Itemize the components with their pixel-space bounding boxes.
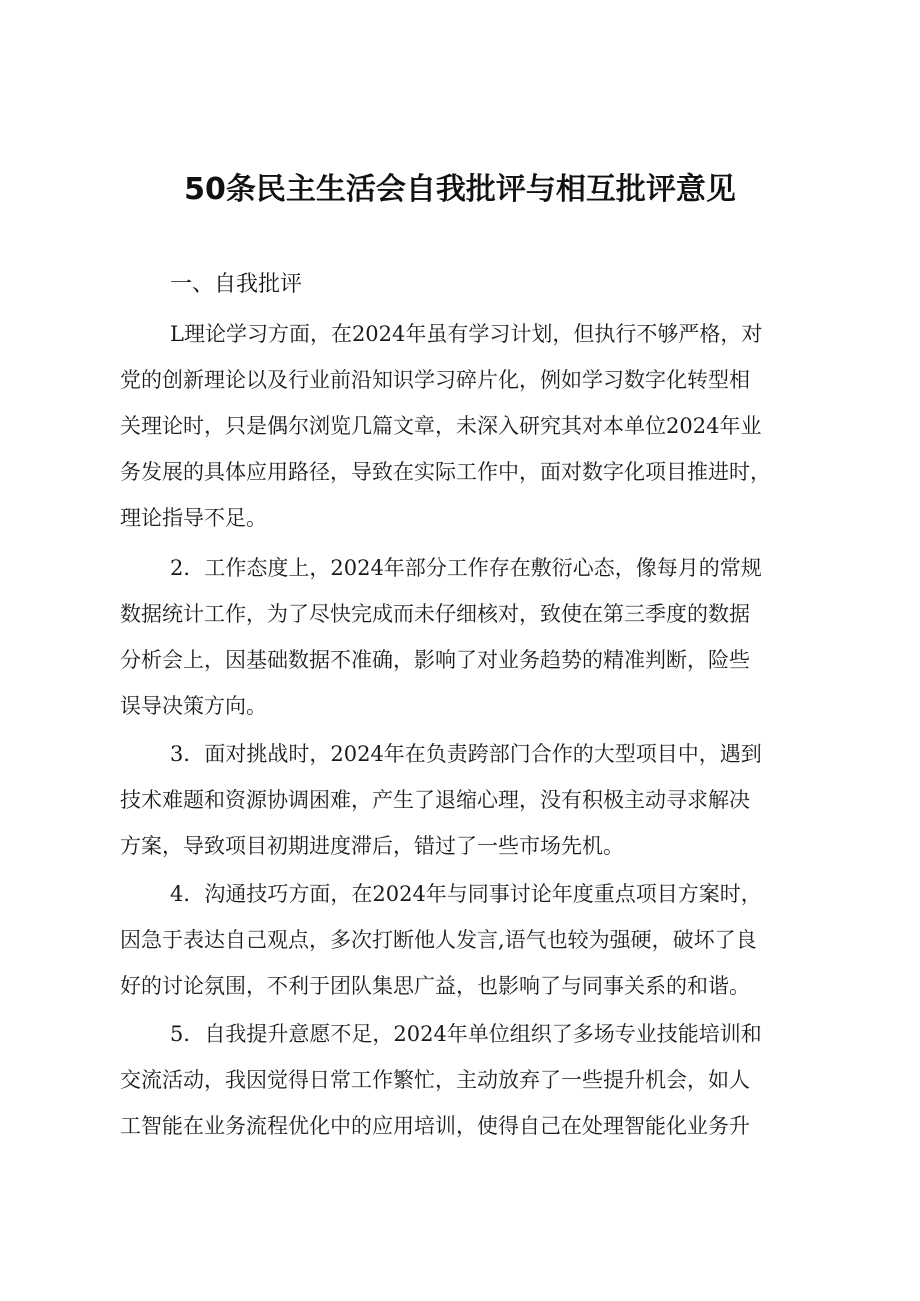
- paragraph-line: 误导决策方向。: [120, 694, 267, 718]
- paragraph-line: 理论指导不足。: [120, 506, 267, 530]
- paragraph-line: 技术难题和资源协调困难，产生了退缩心理，没有积极主动寻求解决: [120, 788, 750, 812]
- paragraph-line: 好的讨论氛围，不利于团队集思广益，也影响了与同事关系的和谐。: [120, 974, 750, 998]
- paragraph-line: 分析会上，因基础数据不准确，影响了对业务趋势的精准判断，险些: [120, 648, 750, 672]
- paragraph-line: 交流活动，我因觉得日常工作繁忙，主动放弃了一些提升机会，如人: [120, 1068, 750, 1092]
- paragraph-line: 工智能在业务流程优化中的应用培训，使得自己在处理智能化业务升: [120, 1114, 750, 1138]
- paragraph-line: 方案，导致项目初期进度滞后，错过了一些市场先机。: [120, 834, 624, 858]
- paragraph-line: 2．工作态度上，2024年部分工作存在敷衍心态，像每月的常规: [170, 556, 762, 580]
- paragraph-line: 因急于表达自己观点，多次打断他人发言,语气也较为强硬，破坏了良: [120, 928, 757, 952]
- paragraph-line: 关理论时，只是偶尔浏览几篇文章，未深入研究其对本单位2024年业: [120, 414, 762, 438]
- paragraph-line: 4．沟通技巧方面，在2024年与同事讨论年度重点项目方案时，: [170, 882, 762, 906]
- document-title: 50条民主生活会自我批评与相互批评意见: [184, 172, 736, 207]
- paragraph-line: L理论学习方面，在2024年虽有学习计划，但执行不够严格，对: [170, 322, 763, 346]
- paragraph-line: 务发展的具体应用路径，导致在实际工作中，面对数字化项目推进时，: [120, 460, 771, 484]
- paragraph-line: 数据统计工作，为了尽快完成而未仔细核对，致使在第三季度的数据: [120, 602, 750, 626]
- paragraph-line: 3．面对挑战时，2024年在负责跨部门合作的大型项目中，遇到: [170, 742, 762, 766]
- paragraph-line: 党的创新理论以及行业前沿知识学习碎片化，例如学习数字化转型相: [120, 368, 750, 392]
- paragraph-line: 5．自我提升意愿不足，2024年单位组织了多场专业技能培训和: [170, 1022, 762, 1046]
- section-heading-self-criticism: 一、自我批评: [170, 272, 303, 297]
